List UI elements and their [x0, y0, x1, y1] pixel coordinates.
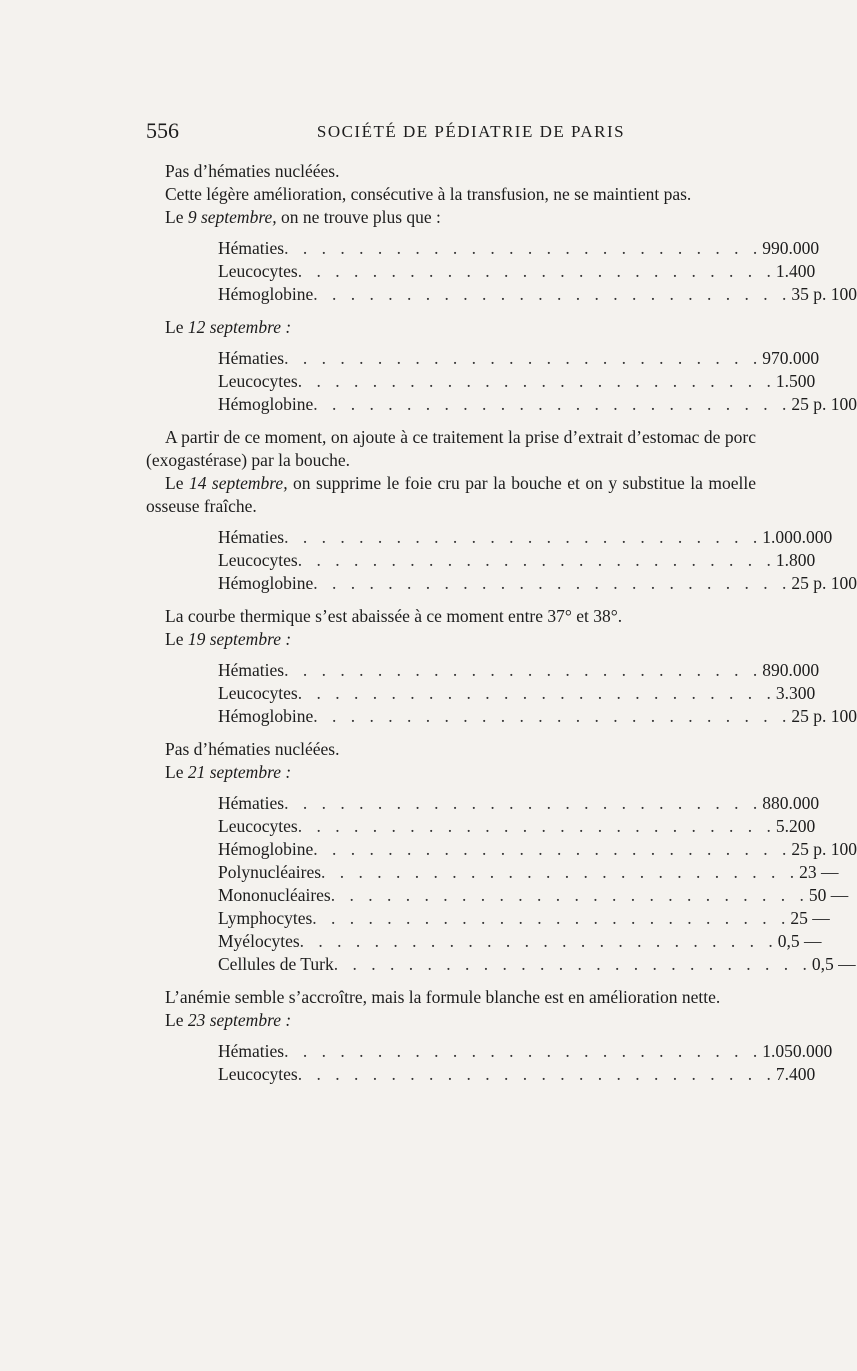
dot-leader: . . . . . . . . . . . . . . . . . . . . . . . . . .: [297, 683, 776, 703]
row-value: 1.050.000: [762, 1041, 833, 1061]
row-value: 25 —: [790, 908, 830, 928]
date-line: [146, 1009, 756, 1032]
date-text: 14 septembre,: [188, 473, 288, 493]
row-value: 25 p. 100: [791, 706, 857, 726]
date-text: 9 septembre,: [187, 207, 277, 227]
date-line: [146, 316, 756, 339]
running-title: SOCIÉTÉ DE PÉDIATRIE DE PARIS: [316, 122, 626, 141]
paragraph: La courbe thermique s’est abaissée à ce moment entre 37° et 38°.: [165, 606, 623, 626]
row-value: 7.400: [775, 1064, 816, 1084]
date-suffix: on ne trouve plus que :: [276, 207, 441, 227]
table-row: [218, 260, 816, 283]
table-row: [218, 237, 820, 260]
table-row: [218, 1063, 816, 1086]
row-value: 0,5 —: [777, 931, 822, 951]
table-row: [218, 930, 822, 953]
row-label: Leucocytes: [218, 371, 298, 391]
table-row: [218, 884, 849, 907]
row-value: 1.000.000: [762, 527, 833, 547]
row-value: 890.000: [762, 660, 820, 680]
dot-leader: . . . . . . . . . . . . . . . . . . . . . . . . . .: [297, 371, 776, 391]
row-value: 50 —: [808, 885, 849, 905]
row-label: Hématies: [218, 1041, 285, 1061]
date-line: [146, 206, 756, 229]
row-value: 990.000: [762, 238, 820, 258]
row-value: 1.400: [775, 261, 816, 281]
dot-leader: . . . . . . . . . . . . . . . . . . . . . . . . . .: [299, 931, 778, 951]
blood-count-table: [218, 237, 857, 306]
blood-count-table: [218, 792, 857, 976]
table-row: [218, 659, 820, 682]
table-row: [218, 705, 857, 728]
row-value: 970.000: [762, 348, 820, 368]
date-prefix: Le: [165, 629, 188, 649]
row-label: Hématies: [218, 793, 285, 813]
table-row: [218, 953, 856, 976]
dot-leader: . . . . . . . . . . . . . . . . . . . . . . . . . .: [284, 238, 763, 258]
row-label: Hématies: [218, 348, 285, 368]
table-row: [218, 1040, 833, 1063]
dot-leader: . . . . . . . . . . . . . . . . . . . . . . . . . .: [313, 839, 792, 859]
table-row: [218, 283, 857, 306]
dot-leader: . . . . . . . . . . . . . . . . . . . . . . . . . .: [333, 954, 812, 974]
blood-count-table: [218, 347, 857, 416]
row-label: Myélocytes: [218, 931, 300, 951]
dot-leader: . . . . . . . . . . . . . . . . . . . . . . . . . .: [312, 908, 791, 928]
row-label: Leucocytes: [218, 261, 298, 281]
date-prefix: Le: [165, 317, 188, 337]
date-line: [146, 628, 756, 651]
row-value: 1.800: [775, 550, 816, 570]
table-row: [218, 526, 833, 549]
date-prefix: Le: [165, 473, 189, 493]
row-label: Lymphocytes: [218, 908, 313, 928]
row-label: Hématies: [218, 660, 285, 680]
row-label: Mononucléaires: [218, 885, 331, 905]
table-row: [218, 549, 816, 572]
dot-leader: . . . . . . . . . . . . . . . . . . . . . . . . . .: [297, 261, 776, 281]
table-row: [218, 792, 820, 815]
row-label: Hémoglobine: [218, 706, 314, 726]
date-text: 19 septembre :: [187, 629, 292, 649]
paragraph: Pas d’hématies nucléées.: [165, 739, 340, 759]
row-label: Leucocytes: [218, 816, 298, 836]
table-row: [218, 861, 839, 884]
row-label: Polynucléaires: [218, 862, 322, 882]
table-row: [218, 907, 830, 930]
row-label: Cellules de Turk: [218, 954, 334, 974]
date-text: 23 septembre :: [187, 1010, 292, 1030]
row-label: Hématies: [218, 238, 285, 258]
document-body: [146, 160, 857, 1096]
row-label: Leucocytes: [218, 683, 298, 703]
paragraph: Pas d’hématies nucléées.: [165, 161, 340, 181]
row-value: 25 p. 100: [791, 839, 857, 859]
dot-leader: . . . . . . . . . . . . . . . . . . . . . . . . . .: [330, 885, 809, 905]
row-label: Hémoglobine: [218, 573, 314, 593]
row-value: 23 —: [799, 862, 839, 882]
row-value: 0,5 —: [811, 954, 856, 974]
dot-leader: . . . . . . . . . . . . . . . . . . . . . . . . . .: [284, 793, 763, 813]
dot-leader: . . . . . . . . . . . . . . . . . . . . . . . . . .: [297, 816, 776, 836]
blood-count-table: [218, 526, 857, 595]
date-line: [146, 761, 756, 784]
table-row: [218, 370, 816, 393]
table-row: [218, 393, 857, 416]
date-text: 12 septembre :: [187, 317, 292, 337]
page-header: [146, 118, 756, 148]
row-label: Leucocytes: [218, 550, 298, 570]
row-label: Leucocytes: [218, 1064, 298, 1084]
paragraph: L’anémie semble s’accroître, mais la formule blanche est en amélioration nette.: [165, 987, 721, 1007]
table-row: [218, 572, 857, 595]
table-row: [218, 815, 816, 838]
date-prefix: Le: [165, 207, 188, 227]
row-value: 5.200: [775, 816, 816, 836]
date-prefix: Le: [165, 762, 188, 782]
row-value: 25 p. 100: [791, 573, 857, 593]
paragraph: A partir de ce moment, on ajoute à ce traitement la prise d’extrait d’estomac de porc (exogastérase) par la bouche.: [146, 427, 756, 470]
table-row: [218, 682, 816, 705]
blood-count-table: [218, 1040, 833, 1086]
row-value: 35 p. 100: [791, 284, 857, 304]
dot-leader: . . . . . . . . . . . . . . . . . . . . . . . . . .: [313, 573, 792, 593]
row-label: Hématies: [218, 527, 285, 547]
table-row: [218, 838, 857, 861]
paragraph: [146, 472, 756, 518]
dot-leader: . . . . . . . . . . . . . . . . . . . . . . . . . .: [284, 1041, 763, 1061]
dot-leader: . . . . . . . . . . . . . . . . . . . . . . . . . .: [297, 550, 776, 570]
dot-leader: . . . . . . . . . . . . . . . . . . . . . . . . . .: [284, 660, 763, 680]
row-value: 3.300: [775, 683, 816, 703]
date-text: 21 septembre :: [187, 762, 292, 782]
table-row: [218, 347, 820, 370]
row-label: Hémoglobine: [218, 394, 314, 414]
date-prefix: Le: [165, 1010, 188, 1030]
dot-leader: . . . . . . . . . . . . . . . . . . . . . . . . . .: [321, 862, 800, 882]
dot-leader: . . . . . . . . . . . . . . . . . . . . . . . . . .: [297, 1064, 776, 1084]
page-number: 556: [146, 118, 179, 143]
dot-leader: . . . . . . . . . . . . . . . . . . . . . . . . . .: [313, 394, 792, 414]
dot-leader: . . . . . . . . . . . . . . . . . . . . . . . . . .: [284, 527, 763, 547]
dot-leader: . . . . . . . . . . . . . . . . . . . . . . . . . .: [313, 284, 792, 304]
row-label: Hémoglobine: [218, 284, 314, 304]
paragraph-text: on supprime le foie cru par la bouche et on y substitue la moelle osseuse fraîche.: [146, 473, 756, 516]
row-label: Hémoglobine: [218, 839, 314, 859]
row-value: 880.000: [762, 793, 820, 813]
dot-leader: . . . . . . . . . . . . . . . . . . . . . . . . . .: [284, 348, 763, 368]
dot-leader: . . . . . . . . . . . . . . . . . . . . . . . . . .: [313, 706, 792, 726]
paragraph: Cette légère amélioration, consécutive à la transfusion, ne se maintient pas.: [165, 184, 692, 204]
blood-count-table: [218, 659, 857, 728]
row-value: 25 p. 100: [791, 394, 857, 414]
row-value: 1.500: [775, 371, 816, 391]
